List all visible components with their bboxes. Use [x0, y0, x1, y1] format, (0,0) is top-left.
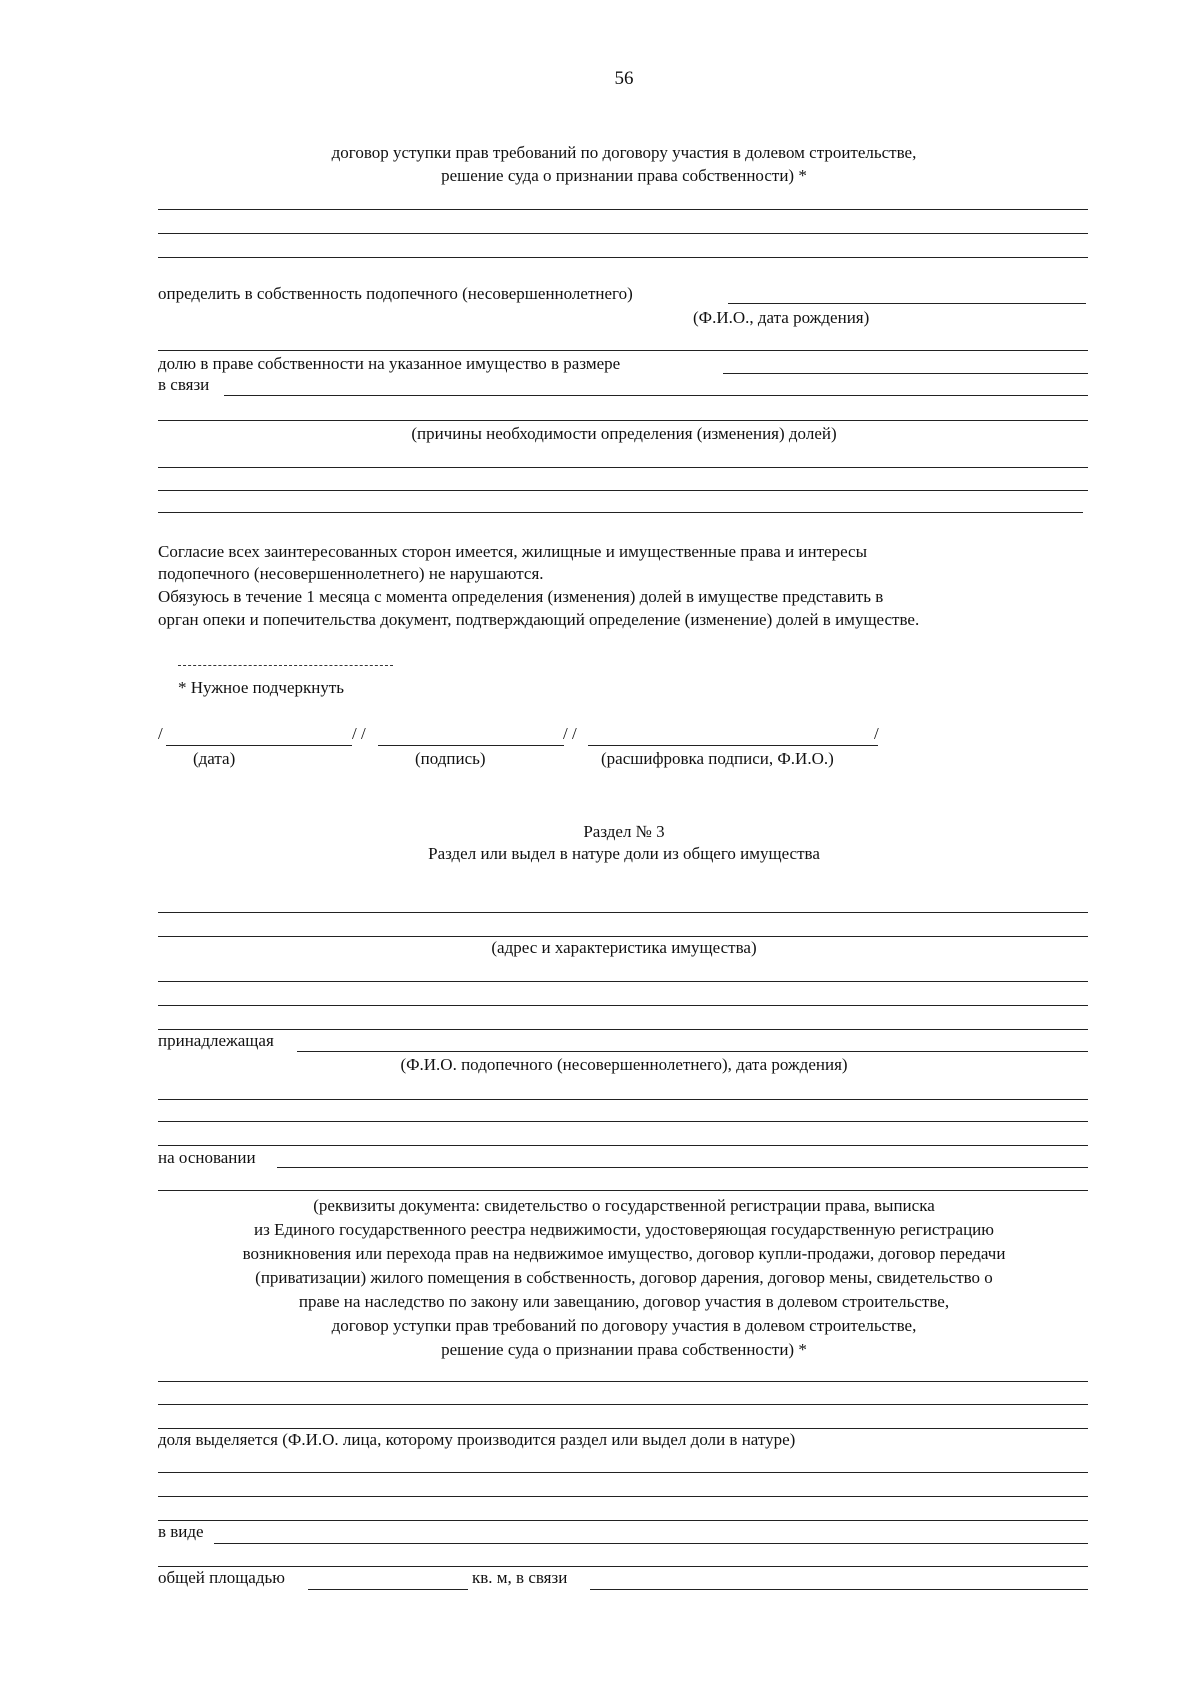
- basis-caption-line: праве на наследство по закону или завещанию, договор участия в долевом строительстве,: [298, 1292, 950, 1311]
- belongs-caption: (Ф.И.О. подопечного (несовершеннолетнего), дата рождения): [400, 1055, 848, 1074]
- date-caption: (дата): [193, 749, 236, 768]
- date-field-line[interactable]: [166, 745, 352, 746]
- form-field-line[interactable]: [214, 1543, 1088, 1544]
- belongs-field-line[interactable]: [297, 1051, 1088, 1052]
- page-number: 56: [614, 68, 634, 89]
- share-field-line[interactable]: [723, 373, 1088, 374]
- blank-line: [158, 936, 1088, 937]
- commitment-text: орган опеки и попечительства документ, подтверждающий определение (изменение) долей в имуществе.: [158, 610, 920, 629]
- section-title: Раздел № 3: [583, 822, 665, 841]
- blank-line: [158, 912, 1088, 913]
- blank-line: [158, 1428, 1088, 1429]
- basis-field-line[interactable]: [277, 1167, 1088, 1168]
- blank-line: [158, 209, 1088, 210]
- basis-caption-line: из Единого государственного реестра недвижимости, удостоверяющая государственную регистрацию: [254, 1220, 994, 1239]
- blank-line: [158, 981, 1088, 982]
- slash-mark: /: [874, 724, 879, 743]
- blank-line: [158, 350, 1088, 351]
- blank-line: [158, 1520, 1088, 1521]
- footnote: * Нужное подчеркнуть: [178, 678, 345, 697]
- slash-mark: / /: [563, 724, 577, 743]
- slash-mark: / /: [352, 724, 366, 743]
- allocated-label: доля выделяется (Ф.И.О. лица, которому производится раздел или выдел доли в натуре): [158, 1430, 796, 1449]
- blank-line: [158, 512, 1083, 513]
- decoding-caption: (расшифровка подписи, Ф.И.О.): [601, 749, 834, 768]
- consent-text: подопечного (несовершеннолетнего) не нарушаются.: [158, 564, 544, 583]
- footnote-divider: [178, 665, 393, 666]
- blank-line: [158, 467, 1088, 468]
- reason-field-line[interactable]: [224, 395, 1088, 396]
- belongs-label: принадлежащая: [158, 1031, 274, 1050]
- area-unit-label: кв. м, в связи: [472, 1568, 568, 1587]
- blank-line: [158, 1029, 1088, 1030]
- basis-caption-line: (приватизации) жилого помещения в собственность, договор дарения, договор мены, свидетельство о: [255, 1268, 993, 1287]
- reason-label: в связи: [158, 375, 210, 394]
- basis-caption-line: возникновения или перехода прав на недвижимое имущество, договор купли-продажи, договор передачи: [242, 1244, 1006, 1263]
- blank-line: [158, 1121, 1088, 1122]
- basis-caption-line: (реквизиты документа: свидетельство о государственной регистрации права, выписка: [313, 1196, 935, 1215]
- blank-line: [158, 1566, 1088, 1567]
- assign-label: определить в собственность подопечного (несовершеннолетнего): [158, 284, 633, 303]
- signature-field-line[interactable]: [378, 745, 564, 746]
- area-field-line[interactable]: [308, 1589, 468, 1590]
- section-subtitle: Раздел или выдел в натуре доли из общего имущества: [428, 844, 820, 863]
- share-label: долю в праве собственности на указанное имущество в размере: [158, 354, 621, 373]
- blank-line: [158, 257, 1088, 258]
- form-label: в виде: [158, 1522, 204, 1541]
- blank-line: [158, 1145, 1088, 1146]
- assign-field-line[interactable]: [728, 303, 1086, 304]
- blank-line: [158, 1496, 1088, 1497]
- blank-line: [158, 420, 1088, 421]
- address-caption: (адрес и характеристика имущества): [491, 938, 757, 957]
- basis-caption-line: договор уступки прав требований по договору участия в долевом строительстве,: [331, 1316, 917, 1335]
- consent-text: Согласие всех заинтересованных сторон имеется, жилищные и имущественные права и интересы: [158, 542, 868, 561]
- commitment-text: Обязуюсь в течение 1 месяца с момента определения (изменения) долей в имуществе представить в: [158, 587, 884, 606]
- area-reason-field-line[interactable]: [590, 1589, 1088, 1590]
- blank-line: [158, 1099, 1088, 1100]
- reason-caption: (причины необходимости определения (изменения) долей): [411, 424, 837, 443]
- intro-doc-line: решение суда о признании права собственности) *: [441, 166, 807, 185]
- slash-mark: /: [158, 724, 163, 743]
- basis-caption-line: решение суда о признании права собственности) *: [441, 1340, 807, 1359]
- area-label: общей площадью: [158, 1568, 285, 1587]
- blank-line: [158, 233, 1088, 234]
- blank-line: [158, 490, 1088, 491]
- intro-doc-line: договор уступки прав требований по договору участия в долевом строительстве,: [331, 143, 917, 162]
- basis-label: на основании: [158, 1148, 256, 1167]
- blank-line: [158, 1190, 1088, 1191]
- decoding-field-line[interactable]: [588, 745, 878, 746]
- blank-line: [158, 1381, 1088, 1382]
- blank-line: [158, 1005, 1088, 1006]
- blank-line: [158, 1472, 1088, 1473]
- assign-caption: (Ф.И.О., дата рождения): [693, 308, 870, 327]
- signature-caption: (подпись): [415, 749, 486, 768]
- blank-line: [158, 1404, 1088, 1405]
